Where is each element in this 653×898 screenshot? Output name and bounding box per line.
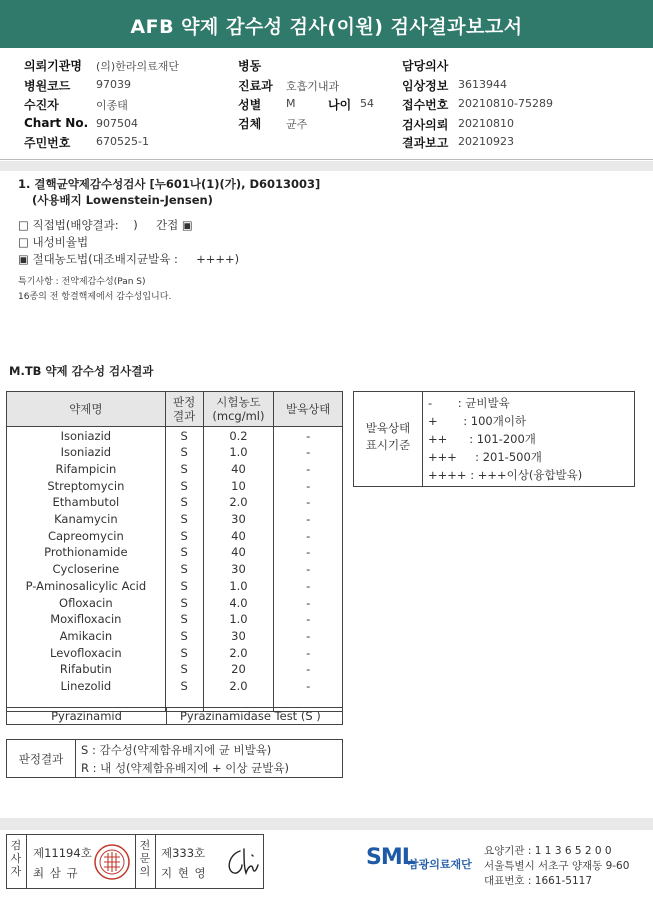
specialist-label bbox=[136, 839, 154, 878]
specialist-license: 제333호 bbox=[161, 846, 206, 860]
legend-row: + : 100개이하 bbox=[428, 414, 527, 428]
drug-name: Isoniazid bbox=[7, 427, 166, 445]
age-value: 54 bbox=[360, 97, 374, 110]
doctor-label: 담당의사 bbox=[402, 59, 449, 73]
report-date-label: 결과보고 bbox=[402, 136, 449, 150]
verdict-susceptible: S : 감수성(약제함유배지에 균 비발육) bbox=[81, 743, 272, 757]
receipt-label: 접수번호 bbox=[402, 98, 449, 112]
drug-result: S bbox=[165, 494, 203, 511]
drug-result: S bbox=[165, 611, 203, 628]
drug-concentration: 2.0 bbox=[203, 644, 274, 661]
rrn-label: 주민번호 bbox=[24, 136, 71, 150]
growth-legend bbox=[353, 391, 635, 487]
mtb-title: M.TB 약제 감수성 검사결과 bbox=[9, 364, 154, 378]
drug-concentration: 2.0 bbox=[203, 494, 274, 511]
pyrazinamide-label: Pyrazinamid bbox=[51, 709, 122, 723]
report-date-value: 20210923 bbox=[458, 135, 514, 148]
drug-concentration: 30 bbox=[203, 511, 274, 528]
special-note-detail: 16종의 전 항결핵제에서 감수성입니다. bbox=[18, 292, 172, 302]
table-row bbox=[7, 561, 343, 578]
drug-growth: - bbox=[274, 477, 343, 494]
drug-concentration: 20 bbox=[203, 661, 274, 678]
drug-result: S bbox=[165, 461, 203, 478]
inspector-label-char: 검 bbox=[10, 839, 22, 852]
footer-address: 서울특별시 서초구 양재동 9-60 bbox=[484, 860, 630, 872]
drug-name: Prothionamide bbox=[7, 544, 166, 561]
col-growth: 발육상태 bbox=[274, 392, 343, 427]
drug-concentration: 1.0 bbox=[203, 611, 274, 628]
table-row bbox=[7, 527, 343, 544]
specialist-label-char: 의 bbox=[139, 865, 151, 878]
specialist-name: 지 현 영 bbox=[161, 866, 207, 880]
sex-value: M bbox=[286, 97, 296, 110]
drug-growth: - bbox=[274, 544, 343, 561]
special-note: 특기사항 : 전약제감수성(Pan S) bbox=[18, 277, 146, 287]
legend-label bbox=[354, 420, 422, 454]
drug-result: S bbox=[165, 544, 203, 561]
pyrazinamide-divider bbox=[166, 708, 167, 724]
drug-result: S bbox=[165, 511, 203, 528]
drug-concentration: 40 bbox=[203, 461, 274, 478]
col-result: 판정 결과 bbox=[165, 392, 203, 427]
inspector-name: 최 삼 규 bbox=[33, 866, 79, 880]
drug-concentration: 10 bbox=[203, 477, 274, 494]
drug-name: Rifampicin bbox=[7, 461, 166, 478]
drug-growth: - bbox=[274, 561, 343, 578]
drug-growth: - bbox=[274, 444, 343, 461]
footer-phone: 대표번호 : 1661-5117 bbox=[484, 875, 593, 887]
drug-growth: - bbox=[274, 461, 343, 478]
drug-table-body bbox=[7, 427, 343, 712]
drug-concentration: 4.0 bbox=[203, 594, 274, 611]
chart-value: 907504 bbox=[96, 117, 138, 130]
sml-logo-name: 삼광의료재단 bbox=[408, 858, 472, 871]
drug-growth: - bbox=[274, 628, 343, 645]
verdict-divider bbox=[75, 740, 76, 777]
drug-growth: - bbox=[274, 644, 343, 661]
table-row bbox=[7, 544, 343, 561]
drug-concentration: 0.2 bbox=[203, 427, 274, 445]
signature-block bbox=[6, 834, 264, 889]
drug-growth: - bbox=[274, 678, 343, 695]
legend-row: - : 균비발육 bbox=[428, 396, 510, 410]
legend-label-line2: 표시기준 bbox=[365, 438, 411, 452]
drug-name: Ethambutol bbox=[7, 494, 166, 511]
resistance-ratio-option: □ 내성비율법 bbox=[18, 235, 89, 249]
col-drug: 약제명 bbox=[7, 392, 166, 427]
drug-growth: - bbox=[274, 594, 343, 611]
specimen-label: 검체 bbox=[238, 117, 262, 131]
specialist-signature-icon bbox=[222, 845, 260, 881]
table-row bbox=[7, 594, 343, 611]
clinical-label: 임상정보 bbox=[402, 79, 449, 93]
drug-concentration: 30 bbox=[203, 628, 274, 645]
drug-result: S bbox=[165, 477, 203, 494]
inspector-license: 제11194호 bbox=[33, 846, 92, 860]
inspector-stamp-icon bbox=[93, 843, 131, 881]
drug-concentration: 1.0 bbox=[203, 444, 274, 461]
age-label: 나이 bbox=[328, 98, 352, 112]
drug-name: Moxifloxacin bbox=[7, 611, 166, 628]
table-row bbox=[7, 461, 343, 478]
recipient-label: 수진자 bbox=[24, 98, 59, 112]
direct-method-option: □ 직접법(배양결과: ) 간접 ▣ bbox=[18, 218, 193, 232]
hospital-code-value: 97039 bbox=[96, 78, 131, 91]
sml-logo-mark: SML bbox=[366, 845, 415, 870]
sex-label: 성별 bbox=[238, 98, 262, 112]
drug-concentration: 40 bbox=[203, 544, 274, 561]
specimen-value: 균주 bbox=[286, 118, 308, 131]
hospital-code-label: 병원코드 bbox=[24, 79, 71, 93]
drug-name: Isoniazid bbox=[7, 444, 166, 461]
section1-title: 1. 결핵균약제감수성검사 [누601나(1)(가), D6013003] bbox=[18, 177, 321, 191]
verdict-label: 판정결과 bbox=[18, 752, 64, 766]
specialist-label-char: 전 bbox=[139, 839, 151, 852]
institution-label: 의뢰기관명 bbox=[24, 59, 82, 73]
drug-name: P-Aminosalicylic Acid bbox=[7, 578, 166, 595]
drug-result: S bbox=[165, 427, 203, 445]
footer-band bbox=[0, 818, 653, 830]
divider-band bbox=[0, 161, 653, 171]
rrn-value: 670525-1 bbox=[96, 135, 149, 148]
patient-info bbox=[0, 48, 653, 160]
drug-result: S bbox=[165, 594, 203, 611]
clinical-value: 3613944 bbox=[458, 78, 507, 91]
legend-label-line1: 발육상태 bbox=[365, 421, 411, 435]
table-row bbox=[7, 611, 343, 628]
recipient-value: 이종태 bbox=[96, 99, 128, 112]
drug-growth: - bbox=[274, 427, 343, 445]
pyrazinamide-row bbox=[6, 707, 343, 725]
drug-growth: - bbox=[274, 611, 343, 628]
verdict-box bbox=[6, 739, 343, 778]
request-label: 검사의뢰 bbox=[402, 118, 449, 132]
receipt-value: 20210810-75289 bbox=[458, 97, 553, 110]
absolute-concentration-option: ▣ 절대농도법(대조배지균발육 : ++++) bbox=[18, 252, 240, 266]
pyrazinamide-value: Pyrazinamidase Test (S ) bbox=[180, 709, 321, 723]
ward-label: 병동 bbox=[238, 59, 262, 73]
department-value: 호흡기내과 bbox=[286, 80, 340, 93]
table-row bbox=[7, 494, 343, 511]
drug-concentration: 30 bbox=[203, 561, 274, 578]
drug-concentration: 40 bbox=[203, 527, 274, 544]
request-value: 20210810 bbox=[458, 117, 514, 130]
drug-table bbox=[6, 391, 343, 712]
table-row bbox=[7, 678, 343, 695]
drug-name: Kanamycin bbox=[7, 511, 166, 528]
verdict-resistant: R : 내 성(약제함유배지에 + 이상 균발육) bbox=[81, 761, 289, 775]
section1-medium: (사용배지 Lowenstein-Jensen) bbox=[32, 193, 213, 207]
legend-row: +++ : 201-500개 bbox=[428, 450, 542, 464]
table-row bbox=[7, 578, 343, 595]
drug-name: Capreomycin bbox=[7, 527, 166, 544]
sig-divider bbox=[26, 835, 27, 888]
drug-name: Ofloxacin bbox=[7, 594, 166, 611]
drug-result: S bbox=[165, 527, 203, 544]
care-institution-no: 요양기관 : 1 1 3 6 5 2 0 0 bbox=[484, 845, 612, 857]
drug-result: S bbox=[165, 444, 203, 461]
table-row bbox=[7, 477, 343, 494]
drug-growth: - bbox=[274, 494, 343, 511]
drug-growth: - bbox=[274, 511, 343, 528]
table-row bbox=[7, 427, 343, 445]
inspector-label-char: 사 bbox=[10, 852, 22, 865]
report-title: AFB 약제 감수성 검사(이원) 검사결과보고서 bbox=[130, 16, 523, 38]
table-row bbox=[7, 444, 343, 461]
sig-divider bbox=[155, 835, 156, 888]
legend-row: ++ : 101-200개 bbox=[428, 432, 536, 446]
department-label: 진료과 bbox=[238, 79, 273, 93]
drug-result: S bbox=[165, 644, 203, 661]
drug-name: Streptomycin bbox=[7, 477, 166, 494]
drug-result: S bbox=[165, 561, 203, 578]
report-header bbox=[0, 0, 653, 48]
drug-concentration: 2.0 bbox=[203, 678, 274, 695]
table-row bbox=[7, 628, 343, 645]
drug-name: Cycloserine bbox=[7, 561, 166, 578]
table-row bbox=[7, 511, 343, 528]
drug-concentration: 1.0 bbox=[203, 578, 274, 595]
drug-result: S bbox=[165, 661, 203, 678]
inspector-label bbox=[7, 839, 25, 878]
drug-growth: - bbox=[274, 527, 343, 544]
inspector-label-char: 자 bbox=[10, 865, 22, 878]
table-row bbox=[7, 661, 343, 678]
drug-name: Amikacin bbox=[7, 628, 166, 645]
table-row bbox=[7, 644, 343, 661]
chart-label: Chart No. bbox=[24, 116, 89, 130]
institution-value: (의)한라의료재단 bbox=[96, 60, 179, 73]
drug-result: S bbox=[165, 578, 203, 595]
drug-result: S bbox=[165, 628, 203, 645]
drug-name: Levofloxacin bbox=[7, 644, 166, 661]
drug-name: Linezolid bbox=[7, 678, 166, 695]
drug-name: Rifabutin bbox=[7, 661, 166, 678]
specialist-label-char: 문 bbox=[139, 852, 151, 865]
legend-divider bbox=[422, 392, 423, 486]
legend-row: ++++ : +++이상(융합발육) bbox=[428, 468, 583, 482]
drug-growth: - bbox=[274, 661, 343, 678]
drug-result: S bbox=[165, 678, 203, 695]
drug-growth: - bbox=[274, 578, 343, 595]
col-concentration: 시험농도 (mcg/ml) bbox=[203, 392, 274, 427]
